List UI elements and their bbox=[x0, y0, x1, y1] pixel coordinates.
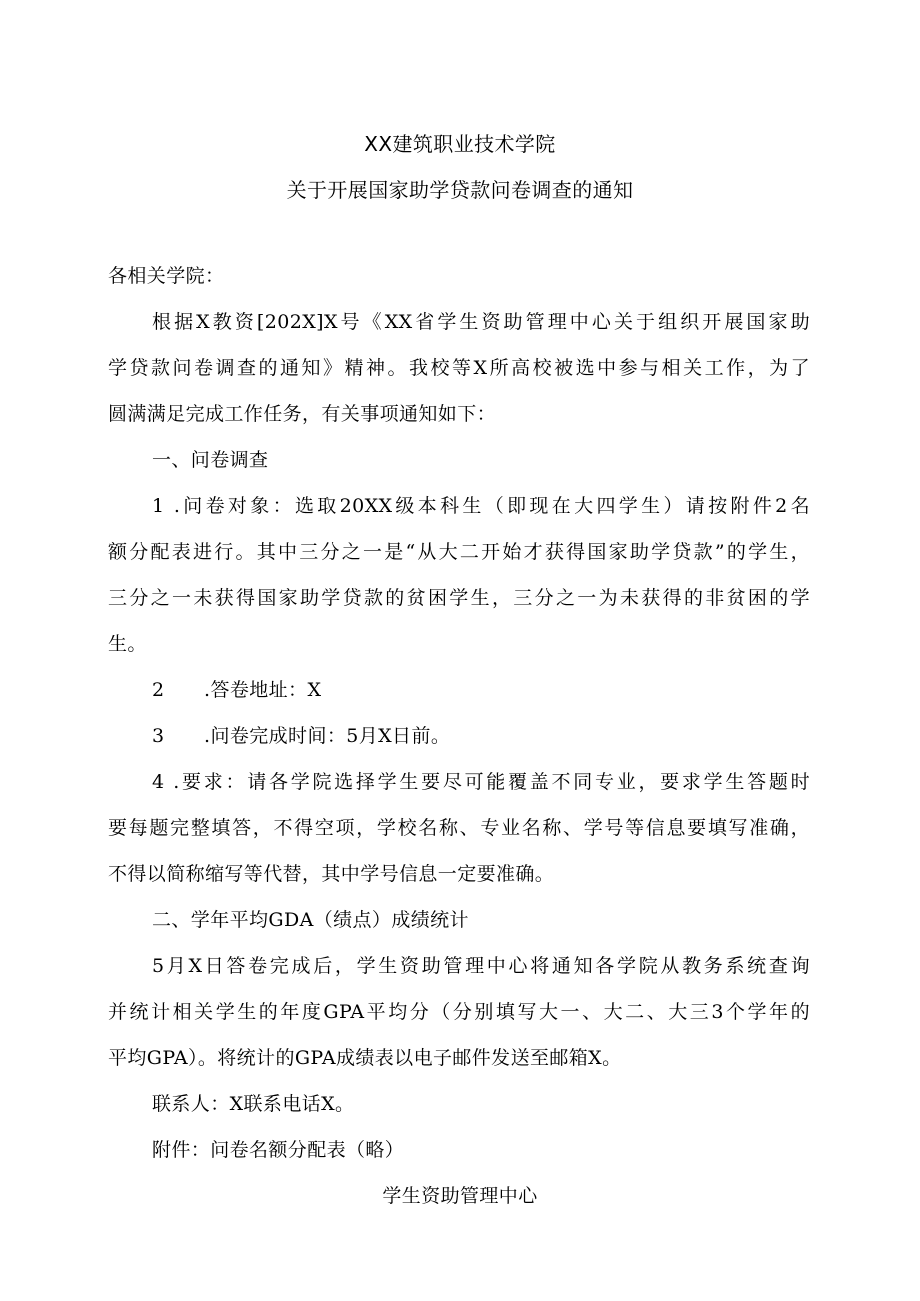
item3-text: .问卷完成时间：5月X日前。 bbox=[204, 725, 451, 747]
item1-line: 三分之一未获得国家助学贷款的贫困学生，三分之一为未获得的非贫困的学 bbox=[108, 587, 810, 609]
item2-text: .答卷地址：X bbox=[204, 679, 322, 701]
notice-title: 关于开展国家助学贷款问卷调查的通知 bbox=[286, 178, 634, 202]
section2-line: 5月X日答卷完成后，学生资助管理中心将通知各学院从教务系统查询 bbox=[152, 955, 810, 977]
section1-heading: 一、问卷调查 bbox=[152, 449, 269, 471]
item4-line: 不得以简称缩写等代替，其中学号信息一定要准确。 bbox=[108, 863, 555, 885]
section2-line: 平均GPA）。将统计的GPA成绩表以电子邮件发送至邮箱X。 bbox=[108, 1047, 622, 1069]
signature: 学生资助管理中心 bbox=[382, 1185, 538, 1207]
school-name: XX建筑职业技术学院 bbox=[364, 132, 556, 156]
item4-line: 要每题完整填答，不得空项，学校名称、专业名称、学号等信息要填写准确， bbox=[108, 817, 810, 839]
salutation: 各相关学院： bbox=[108, 265, 225, 287]
section2-line: 并统计相关学生的年度GPA平均分（分别填写大一、大二、大三3个学年的 bbox=[108, 1001, 810, 1023]
attachment-line: 附件：问卷名额分配表（略） bbox=[152, 1139, 405, 1161]
section2-heading: 二、学年平均GDA（绩点）成绩统计 bbox=[152, 909, 469, 931]
item1-line: 1 .问卷对象：选取20XX级本科生（即现在大四学生）请按附件2名 bbox=[152, 495, 810, 517]
item2-number: 2 bbox=[152, 679, 165, 701]
intro-line: 圆满满足完成工作任务，有关事项通知如下： bbox=[108, 403, 497, 425]
intro-line: 学贷款问卷调查的通知》精神。我校等X所高校被选中参与相关工作，为了 bbox=[108, 357, 810, 379]
item4-line: 4 .要求：请各学院选择学生要尽可能覆盖不同专业，要求学生答题时 bbox=[152, 771, 810, 793]
item1-line: 生。 bbox=[108, 633, 147, 655]
contact-line: 联系人：X联系电话X。 bbox=[152, 1093, 355, 1115]
item3-number: 3 bbox=[152, 725, 165, 747]
intro-line: 根据X教资[202X]X号《XX省学生资助管理中心关于组织开展国家助 bbox=[152, 311, 810, 333]
item1-line: 额分配表进行。其中三分之一是“从大二开始才获得国家助学贷款”的学生， bbox=[108, 541, 810, 563]
